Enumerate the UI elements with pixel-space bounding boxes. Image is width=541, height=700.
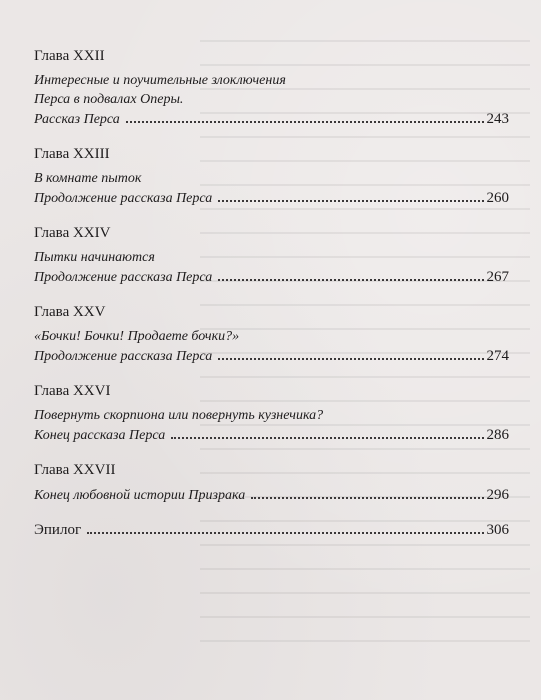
page-number: 306 — [486, 522, 509, 538]
toc-entry-chapter-24 — [34, 223, 509, 288]
chapter-title-line: Перса в подвалах Оперы. — [34, 92, 184, 107]
table-of-contents — [34, 46, 509, 554]
dot-leader — [218, 357, 483, 360]
toc-leader-line — [34, 346, 509, 367]
toc-leader-line — [34, 520, 509, 540]
chapter-title-line: В комнате пыток — [34, 171, 142, 186]
toc-leader-line — [34, 485, 509, 506]
dot-leader — [218, 199, 483, 202]
dot-leader — [171, 436, 483, 439]
chapter-title-line: Рассказ Перса — [34, 112, 120, 127]
page-number: 243 — [486, 111, 509, 127]
chapter-title-line: Пытки начинаются — [34, 250, 155, 265]
chapter-heading: Глава XXVI — [34, 383, 111, 399]
chapter-title-line: Продолжение рассказа Перса — [34, 349, 213, 364]
toc-entry-chapter-27 — [34, 460, 509, 506]
toc-leader-line — [34, 267, 509, 288]
chapter-heading: Глава XXIII — [34, 146, 110, 162]
dot-leader — [126, 120, 484, 123]
chapter-title-line: Продолжение рассказа Перса — [34, 270, 213, 285]
epilogue-label: Эпилог — [34, 522, 82, 538]
chapter-heading: Глава XXIV — [34, 225, 111, 241]
chapter-heading: Глава XXVII — [34, 462, 116, 478]
chapter-title-line: «Бочки! Бочки! Продаете бочки?» — [34, 329, 240, 344]
chapter-title-line: Повернуть скорпиона или повернуть кузнечика? — [34, 408, 324, 423]
page-number: 274 — [486, 348, 509, 364]
toc-entry-chapter-25 — [34, 302, 509, 367]
toc-entry-chapter-26 — [34, 381, 509, 446]
page-number: 296 — [486, 487, 509, 503]
dot-leader — [87, 531, 483, 534]
chapter-title-line: Продолжение рассказа Перса — [34, 191, 213, 206]
page-number: 260 — [486, 190, 509, 206]
toc-leader-line — [34, 109, 509, 130]
dot-leader — [251, 496, 483, 499]
page-number: 286 — [486, 427, 509, 443]
dot-leader — [218, 278, 483, 281]
chapter-heading: Глава XXII — [34, 48, 105, 64]
toc-entry-chapter-22 — [34, 46, 509, 130]
chapter-title-line: Конец рассказа Перса — [34, 428, 166, 443]
toc-leader-line — [34, 425, 509, 446]
chapter-heading: Глава XXV — [34, 304, 106, 320]
toc-leader-line — [34, 188, 509, 209]
toc-entry-chapter-23 — [34, 144, 509, 209]
page-number: 267 — [486, 269, 509, 285]
chapter-title-line: Интересные и поучительные злоключения — [34, 73, 286, 88]
chapter-title-line: Конец любовной истории Призрака — [34, 488, 246, 503]
toc-entry-epilogue — [34, 520, 509, 540]
